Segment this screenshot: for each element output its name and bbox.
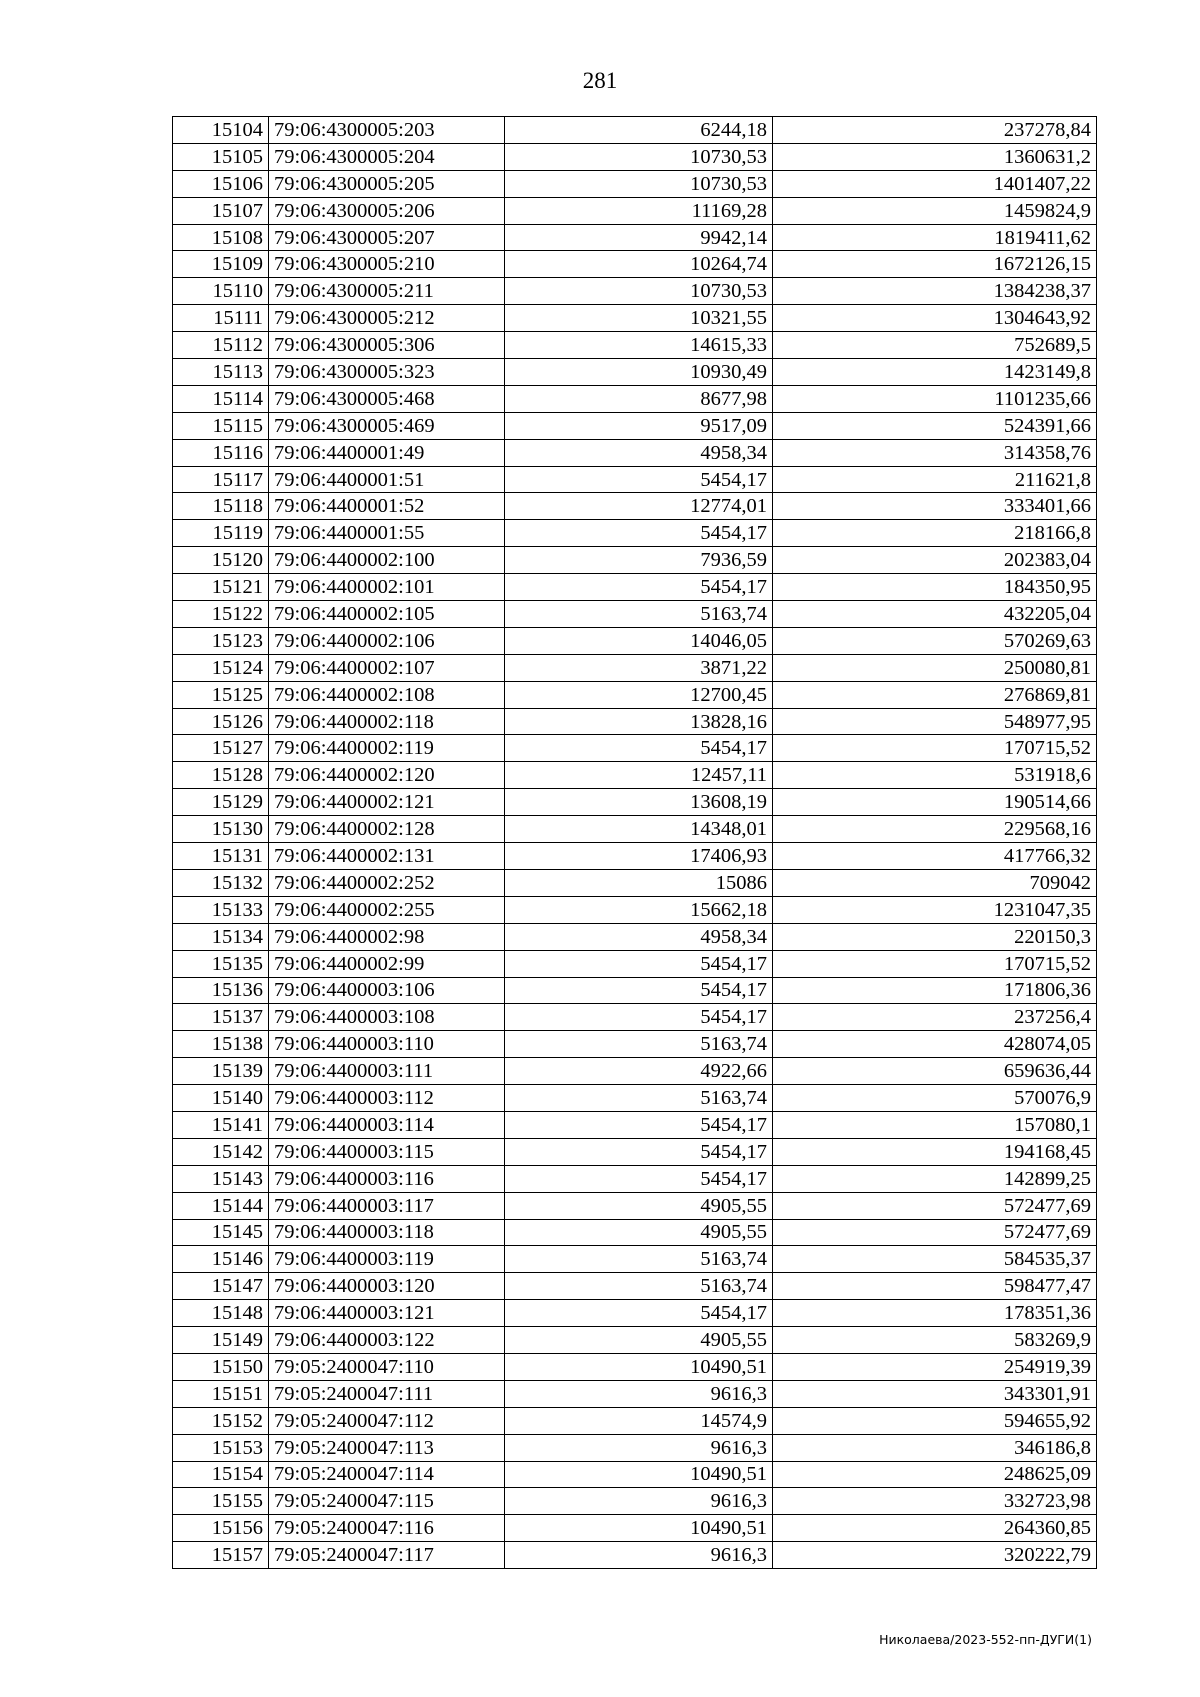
cadastral-number-cell: 79:05:2400047:115 xyxy=(269,1488,505,1515)
row-number-cell: 15104 xyxy=(173,117,269,144)
table-row xyxy=(173,1461,1097,1488)
cadastral-number-cell: 79:05:2400047:113 xyxy=(269,1434,505,1461)
table-row xyxy=(173,1192,1097,1219)
area-cell: 10264,74 xyxy=(505,251,773,278)
table-row xyxy=(173,1031,1097,1058)
cost-cell: 202383,04 xyxy=(773,547,1097,574)
area-cell: 9616,3 xyxy=(505,1434,773,1461)
row-number-cell: 15112 xyxy=(173,332,269,359)
table-row xyxy=(173,1165,1097,1192)
cost-cell: 570076,9 xyxy=(773,1085,1097,1112)
cadastral-number-cell: 79:06:4300005:203 xyxy=(269,117,505,144)
area-cell: 10730,53 xyxy=(505,170,773,197)
cadastral-number-cell: 79:05:2400047:111 xyxy=(269,1380,505,1407)
cost-cell: 190514,66 xyxy=(773,789,1097,816)
cost-cell: 254919,39 xyxy=(773,1353,1097,1380)
cadastral-number-cell: 79:06:4300005:206 xyxy=(269,197,505,224)
row-number-cell: 15105 xyxy=(173,143,269,170)
table-row xyxy=(173,896,1097,923)
cost-cell: 194168,45 xyxy=(773,1138,1097,1165)
row-number-cell: 15138 xyxy=(173,1031,269,1058)
table-row xyxy=(173,654,1097,681)
row-number-cell: 15114 xyxy=(173,385,269,412)
cadastral-number-cell: 79:06:4300005:306 xyxy=(269,332,505,359)
cadastral-number-cell: 79:06:4400003:115 xyxy=(269,1138,505,1165)
cadastral-number-cell: 79:05:2400047:116 xyxy=(269,1515,505,1542)
table-row xyxy=(173,385,1097,412)
cadastral-number-cell: 79:06:4400003:116 xyxy=(269,1165,505,1192)
cadastral-number-cell: 79:06:4400003:110 xyxy=(269,1031,505,1058)
cadastral-number-cell: 79:06:4400003:106 xyxy=(269,977,505,1004)
cost-cell: 524391,66 xyxy=(773,412,1097,439)
area-cell: 10490,51 xyxy=(505,1515,773,1542)
cost-cell: 1360631,2 xyxy=(773,143,1097,170)
cadastral-number-cell: 79:05:2400047:110 xyxy=(269,1353,505,1380)
table-row xyxy=(173,493,1097,520)
cost-cell: 752689,5 xyxy=(773,332,1097,359)
table-row xyxy=(173,789,1097,816)
cadastral-number-cell: 79:05:2400047:112 xyxy=(269,1407,505,1434)
area-cell: 5454,17 xyxy=(505,977,773,1004)
area-cell: 5454,17 xyxy=(505,466,773,493)
area-cell: 5454,17 xyxy=(505,1004,773,1031)
area-cell: 4922,66 xyxy=(505,1058,773,1085)
cost-cell: 572477,69 xyxy=(773,1219,1097,1246)
area-cell: 10930,49 xyxy=(505,359,773,386)
cadastral-number-cell: 79:06:4400002:119 xyxy=(269,735,505,762)
table-row xyxy=(173,1219,1097,1246)
cadastral-number-cell: 79:06:4400002:120 xyxy=(269,762,505,789)
cadastral-number-cell: 79:06:4400001:55 xyxy=(269,520,505,547)
area-cell: 13828,16 xyxy=(505,708,773,735)
table-row xyxy=(173,1380,1097,1407)
row-number-cell: 15129 xyxy=(173,789,269,816)
table-row xyxy=(173,251,1097,278)
table-row xyxy=(173,574,1097,601)
cost-cell: 333401,66 xyxy=(773,493,1097,520)
table-row xyxy=(173,869,1097,896)
cadastral-number-cell: 79:06:4300005:468 xyxy=(269,385,505,412)
row-number-cell: 15115 xyxy=(173,412,269,439)
cadastral-number-cell: 79:06:4400001:49 xyxy=(269,439,505,466)
area-cell: 4905,55 xyxy=(505,1219,773,1246)
cost-cell: 343301,91 xyxy=(773,1380,1097,1407)
table-row xyxy=(173,278,1097,305)
area-cell: 14574,9 xyxy=(505,1407,773,1434)
area-cell: 10490,51 xyxy=(505,1353,773,1380)
area-cell: 5454,17 xyxy=(505,574,773,601)
cost-cell: 531918,6 xyxy=(773,762,1097,789)
row-number-cell: 15140 xyxy=(173,1085,269,1112)
table-row xyxy=(173,197,1097,224)
cost-cell: 320222,79 xyxy=(773,1542,1097,1569)
row-number-cell: 15123 xyxy=(173,627,269,654)
cost-cell: 276869,81 xyxy=(773,681,1097,708)
cadastral-number-cell: 79:06:4400002:121 xyxy=(269,789,505,816)
cost-cell: 171806,36 xyxy=(773,977,1097,1004)
row-number-cell: 15144 xyxy=(173,1192,269,1219)
cost-cell: 1423149,8 xyxy=(773,359,1097,386)
table-row xyxy=(173,1542,1097,1569)
table-row xyxy=(173,1407,1097,1434)
row-number-cell: 15106 xyxy=(173,170,269,197)
row-number-cell: 15120 xyxy=(173,547,269,574)
cost-cell: 170715,52 xyxy=(773,735,1097,762)
cost-cell: 584535,37 xyxy=(773,1246,1097,1273)
row-number-cell: 15109 xyxy=(173,251,269,278)
cost-cell: 211621,8 xyxy=(773,466,1097,493)
table-row xyxy=(173,1434,1097,1461)
cost-cell: 1231047,35 xyxy=(773,896,1097,923)
area-cell: 9616,3 xyxy=(505,1380,773,1407)
cadastral-number-cell: 79:06:4400003:120 xyxy=(269,1273,505,1300)
row-number-cell: 15125 xyxy=(173,681,269,708)
table-row xyxy=(173,816,1097,843)
cost-cell: 598477,47 xyxy=(773,1273,1097,1300)
cadastral-number-cell: 79:06:4400003:111 xyxy=(269,1058,505,1085)
table-row xyxy=(173,1273,1097,1300)
row-number-cell: 15154 xyxy=(173,1461,269,1488)
table-row xyxy=(173,1058,1097,1085)
cost-cell: 428074,05 xyxy=(773,1031,1097,1058)
cadastral-number-cell: 79:06:4300005:469 xyxy=(269,412,505,439)
table-row xyxy=(173,601,1097,628)
area-cell: 4958,34 xyxy=(505,439,773,466)
cost-cell: 432205,04 xyxy=(773,601,1097,628)
area-cell: 12774,01 xyxy=(505,493,773,520)
cadastral-number-cell: 79:06:4400002:100 xyxy=(269,547,505,574)
row-number-cell: 15141 xyxy=(173,1111,269,1138)
row-number-cell: 15113 xyxy=(173,359,269,386)
area-cell: 15662,18 xyxy=(505,896,773,923)
cost-cell: 220150,3 xyxy=(773,923,1097,950)
table-row xyxy=(173,708,1097,735)
area-cell: 5163,74 xyxy=(505,1031,773,1058)
cost-cell: 572477,69 xyxy=(773,1192,1097,1219)
cadastral-number-cell: 79:06:4400002:105 xyxy=(269,601,505,628)
cost-cell: 142899,25 xyxy=(773,1165,1097,1192)
cost-cell: 229568,16 xyxy=(773,816,1097,843)
cost-cell: 1672126,15 xyxy=(773,251,1097,278)
table-row xyxy=(173,1138,1097,1165)
row-number-cell: 15116 xyxy=(173,439,269,466)
cadastral-number-cell: 79:06:4400002:107 xyxy=(269,654,505,681)
cost-cell: 659636,44 xyxy=(773,1058,1097,1085)
table-row xyxy=(173,305,1097,332)
cost-cell: 583269,9 xyxy=(773,1327,1097,1354)
area-cell: 10730,53 xyxy=(505,143,773,170)
cadastral-number-cell: 79:06:4400003:122 xyxy=(269,1327,505,1354)
cadastral-number-cell: 79:05:2400047:117 xyxy=(269,1542,505,1569)
cadastral-number-cell: 79:06:4400003:119 xyxy=(269,1246,505,1273)
cost-cell: 1101235,66 xyxy=(773,385,1097,412)
area-cell: 4905,55 xyxy=(505,1192,773,1219)
cadastral-number-cell: 79:06:4300005:211 xyxy=(269,278,505,305)
area-cell: 14046,05 xyxy=(505,627,773,654)
area-cell: 5454,17 xyxy=(505,520,773,547)
cadastral-number-cell: 79:06:4300005:205 xyxy=(269,170,505,197)
cost-cell: 1401407,22 xyxy=(773,170,1097,197)
area-cell: 5454,17 xyxy=(505,735,773,762)
table-row xyxy=(173,977,1097,1004)
area-cell: 5454,17 xyxy=(505,950,773,977)
cost-cell: 1819411,62 xyxy=(773,224,1097,251)
row-number-cell: 15148 xyxy=(173,1300,269,1327)
cadastral-number-cell: 79:06:4400003:121 xyxy=(269,1300,505,1327)
cadastral-number-cell: 79:06:4400002:131 xyxy=(269,843,505,870)
area-cell: 5454,17 xyxy=(505,1300,773,1327)
table-row xyxy=(173,1300,1097,1327)
table-row xyxy=(173,412,1097,439)
cost-cell: 237278,84 xyxy=(773,117,1097,144)
row-number-cell: 15132 xyxy=(173,869,269,896)
area-cell: 5454,17 xyxy=(505,1111,773,1138)
row-number-cell: 15119 xyxy=(173,520,269,547)
cost-cell: 218166,8 xyxy=(773,520,1097,547)
page-number: 281 xyxy=(582,68,618,93)
cost-cell: 594655,92 xyxy=(773,1407,1097,1434)
table-row xyxy=(173,1111,1097,1138)
area-cell: 10730,53 xyxy=(505,278,773,305)
row-number-cell: 15127 xyxy=(173,735,269,762)
table-row xyxy=(173,1353,1097,1380)
cost-cell: 346186,8 xyxy=(773,1434,1097,1461)
row-number-cell: 15153 xyxy=(173,1434,269,1461)
cost-cell: 157080,1 xyxy=(773,1111,1097,1138)
table-body xyxy=(173,117,1097,1569)
row-number-cell: 15118 xyxy=(173,493,269,520)
cost-cell: 184350,95 xyxy=(773,574,1097,601)
cadastral-number-cell: 79:06:4400003:118 xyxy=(269,1219,505,1246)
table-row xyxy=(173,1004,1097,1031)
row-number-cell: 15122 xyxy=(173,601,269,628)
cadastral-number-cell: 79:06:4400003:112 xyxy=(269,1085,505,1112)
table-row xyxy=(173,466,1097,493)
cadastral-number-cell: 79:06:4300005:210 xyxy=(269,251,505,278)
table-row xyxy=(173,950,1097,977)
table-row xyxy=(173,681,1097,708)
table-row xyxy=(173,1488,1097,1515)
table-row xyxy=(173,762,1097,789)
row-number-cell: 15135 xyxy=(173,950,269,977)
area-cell: 5163,74 xyxy=(505,601,773,628)
row-number-cell: 15126 xyxy=(173,708,269,735)
cadastral-number-cell: 79:06:4400002:108 xyxy=(269,681,505,708)
table-row xyxy=(173,520,1097,547)
cadastral-number-cell: 79:06:4400002:252 xyxy=(269,869,505,896)
area-cell: 14615,33 xyxy=(505,332,773,359)
document-footer: Николаева/2023-552-пп-ДУГИ(1) xyxy=(879,1632,1092,1647)
row-number-cell: 15121 xyxy=(173,574,269,601)
area-cell: 5163,74 xyxy=(505,1246,773,1273)
row-number-cell: 15139 xyxy=(173,1058,269,1085)
cost-cell: 264360,85 xyxy=(773,1515,1097,1542)
row-number-cell: 15111 xyxy=(173,305,269,332)
area-cell: 9942,14 xyxy=(505,224,773,251)
table-row xyxy=(173,627,1097,654)
area-cell: 12700,45 xyxy=(505,681,773,708)
row-number-cell: 15130 xyxy=(173,816,269,843)
area-cell: 12457,11 xyxy=(505,762,773,789)
row-number-cell: 15110 xyxy=(173,278,269,305)
table-row xyxy=(173,170,1097,197)
area-cell: 10321,55 xyxy=(505,305,773,332)
row-number-cell: 15124 xyxy=(173,654,269,681)
cost-cell: 570269,63 xyxy=(773,627,1097,654)
table-row xyxy=(173,117,1097,144)
table-row xyxy=(173,1085,1097,1112)
table-row xyxy=(173,843,1097,870)
cadastral-number-cell: 79:06:4400003:108 xyxy=(269,1004,505,1031)
cost-cell: 1459824,9 xyxy=(773,197,1097,224)
area-cell: 9616,3 xyxy=(505,1488,773,1515)
table-row xyxy=(173,1246,1097,1273)
cadastral-number-cell: 79:06:4300005:212 xyxy=(269,305,505,332)
row-number-cell: 15149 xyxy=(173,1327,269,1354)
area-cell: 9616,3 xyxy=(505,1542,773,1569)
cadastral-number-cell: 79:06:4400002:98 xyxy=(269,923,505,950)
row-number-cell: 15108 xyxy=(173,224,269,251)
cost-cell: 250080,81 xyxy=(773,654,1097,681)
area-cell: 14348,01 xyxy=(505,816,773,843)
area-cell: 5163,74 xyxy=(505,1085,773,1112)
cost-cell: 178351,36 xyxy=(773,1300,1097,1327)
row-number-cell: 15151 xyxy=(173,1380,269,1407)
area-cell: 4958,34 xyxy=(505,923,773,950)
cost-cell: 332723,98 xyxy=(773,1488,1097,1515)
row-number-cell: 15150 xyxy=(173,1353,269,1380)
row-number-cell: 15155 xyxy=(173,1488,269,1515)
row-number-cell: 15156 xyxy=(173,1515,269,1542)
area-cell: 9517,09 xyxy=(505,412,773,439)
table-row xyxy=(173,143,1097,170)
row-number-cell: 15143 xyxy=(173,1165,269,1192)
row-number-cell: 15128 xyxy=(173,762,269,789)
row-number-cell: 15142 xyxy=(173,1138,269,1165)
area-cell: 8677,98 xyxy=(505,385,773,412)
area-cell: 5454,17 xyxy=(505,1165,773,1192)
area-cell: 13608,19 xyxy=(505,789,773,816)
table-row xyxy=(173,1327,1097,1354)
area-cell: 3871,22 xyxy=(505,654,773,681)
row-number-cell: 15117 xyxy=(173,466,269,493)
cadastral-number-cell: 79:06:4400003:114 xyxy=(269,1111,505,1138)
area-cell: 5163,74 xyxy=(505,1273,773,1300)
cost-cell: 548977,95 xyxy=(773,708,1097,735)
cadastral-number-cell: 79:05:2400047:114 xyxy=(269,1461,505,1488)
cadastral-number-cell: 79:06:4400002:106 xyxy=(269,627,505,654)
cost-cell: 170715,52 xyxy=(773,950,1097,977)
cadastral-number-cell: 79:06:4400002:99 xyxy=(269,950,505,977)
area-cell: 6244,18 xyxy=(505,117,773,144)
row-number-cell: 15157 xyxy=(173,1542,269,1569)
cost-cell: 237256,4 xyxy=(773,1004,1097,1031)
cost-cell: 1304643,92 xyxy=(773,305,1097,332)
cadastral-number-cell: 79:06:4300005:204 xyxy=(269,143,505,170)
cadastral-table xyxy=(172,116,1097,1569)
table-row xyxy=(173,547,1097,574)
cadastral-number-cell: 79:06:4400002:101 xyxy=(269,574,505,601)
area-cell: 5454,17 xyxy=(505,1138,773,1165)
area-cell: 11169,28 xyxy=(505,197,773,224)
row-number-cell: 15107 xyxy=(173,197,269,224)
table-row xyxy=(173,1515,1097,1542)
cadastral-number-cell: 79:06:4400003:117 xyxy=(269,1192,505,1219)
cadastral-number-cell: 79:06:4400002:128 xyxy=(269,816,505,843)
table-row xyxy=(173,439,1097,466)
cadastral-number-cell: 79:06:4300005:323 xyxy=(269,359,505,386)
table-row xyxy=(173,224,1097,251)
row-number-cell: 15146 xyxy=(173,1246,269,1273)
row-number-cell: 15147 xyxy=(173,1273,269,1300)
table-row xyxy=(173,359,1097,386)
area-cell: 7936,59 xyxy=(505,547,773,574)
cost-cell: 709042 xyxy=(773,869,1097,896)
cadastral-number-cell: 79:06:4400002:255 xyxy=(269,896,505,923)
cost-cell: 1384238,37 xyxy=(773,278,1097,305)
cost-cell: 417766,32 xyxy=(773,843,1097,870)
row-number-cell: 15137 xyxy=(173,1004,269,1031)
row-number-cell: 15136 xyxy=(173,977,269,1004)
area-cell: 4905,55 xyxy=(505,1327,773,1354)
table-row xyxy=(173,332,1097,359)
row-number-cell: 15134 xyxy=(173,923,269,950)
area-cell: 15086 xyxy=(505,869,773,896)
row-number-cell: 15131 xyxy=(173,843,269,870)
cadastral-number-cell: 79:06:4400002:118 xyxy=(269,708,505,735)
row-number-cell: 15145 xyxy=(173,1219,269,1246)
area-cell: 17406,93 xyxy=(505,843,773,870)
area-cell: 10490,51 xyxy=(505,1461,773,1488)
cadastral-number-cell: 79:06:4300005:207 xyxy=(269,224,505,251)
cost-cell: 248625,09 xyxy=(773,1461,1097,1488)
cost-cell: 314358,76 xyxy=(773,439,1097,466)
row-number-cell: 15152 xyxy=(173,1407,269,1434)
table-row xyxy=(173,923,1097,950)
cadastral-number-cell: 79:06:4400001:51 xyxy=(269,466,505,493)
cadastral-number-cell: 79:06:4400001:52 xyxy=(269,493,505,520)
row-number-cell: 15133 xyxy=(173,896,269,923)
table-row xyxy=(173,735,1097,762)
